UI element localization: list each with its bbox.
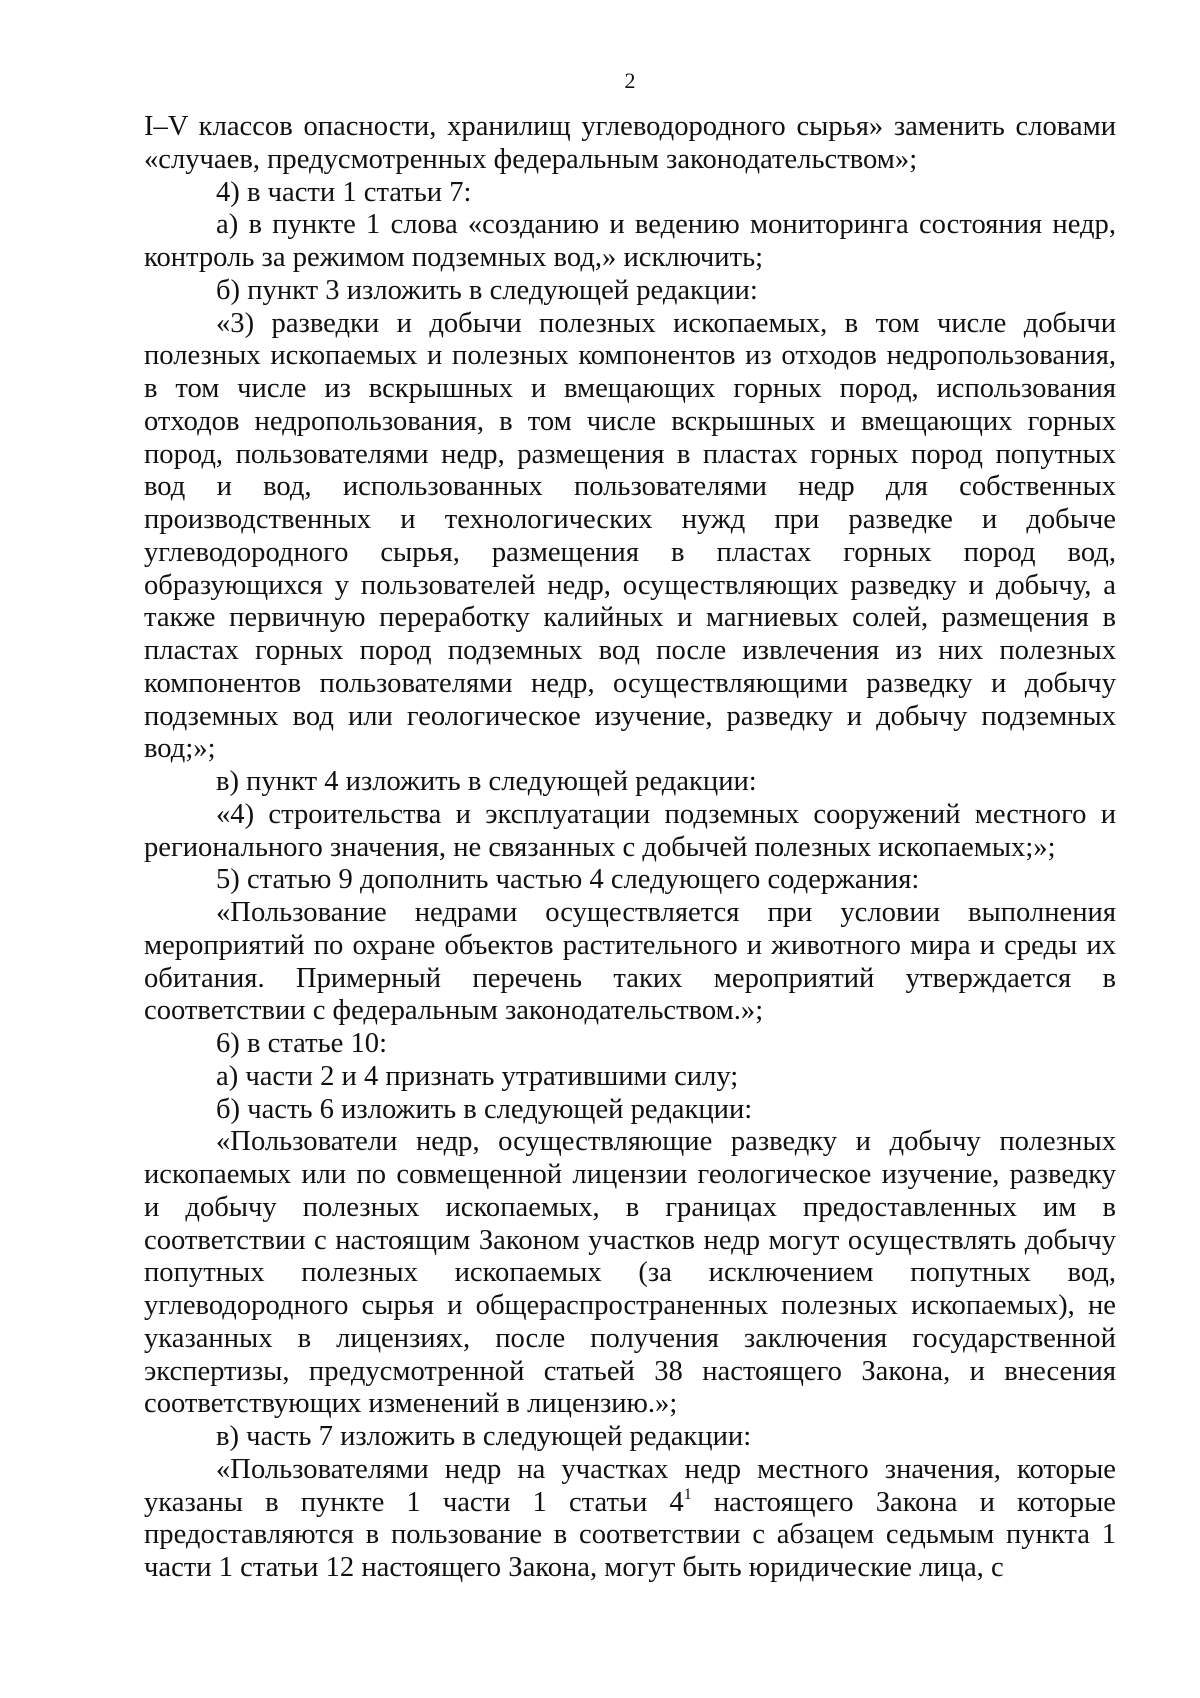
paragraph: в) часть 7 изложить в следующей редакции:	[216, 1421, 752, 1452]
paragraph-with-superscript	[144, 1454, 1116, 1585]
paragraph: а) части 2 и 4 признать утратившими силу;	[216, 1060, 739, 1092]
page-number: 2	[624, 68, 636, 93]
paragraph: I–V классов опасности, хранилищ углеводородного сырья» заменить словами «случаев, предусмотренных федеральным законодательством»;	[144, 111, 1116, 175]
paragraph: «Пользователи недр, осуществляющие разведку и добычу полезных ископаемых или по совмещенной лицензии геологическое изучение, разведку и добычу полезных ископаемых, в границах предоставленных им в соответствии с настоящим Законом участков недр могут осуществлять добычу попутных полезных ископаемых (за исключением попутных вод, углеводородного сырья и общераспространенных полезных ископаемых), не указанных в лицензиях, после получения заключения государственной экспертизы, предусмотренной статьей 38 настоящего Закона, и внесения соответствующих изменений в лицензию.»;	[144, 1126, 1116, 1420]
paragraph: б) часть 6 изложить в следующей редакции:	[216, 1093, 753, 1125]
paragraph-text-before-sup: «Пользователями недр на участках недр местного значения, которые указаны в пункте 1 части 1 статьи 4	[144, 1453, 1116, 1518]
paragraph: в) пункт 4 изложить в следующей редакции:	[216, 766, 757, 797]
paragraph-list	[144, 111, 1116, 1454]
paragraph: «Пользование недрами осуществляется при условии выполнения мероприятий по охране объектов растительного и животного мира и среды их обитания. Примерный перечень таких мероприятий утверждается в соответствии с федеральным законодательством.»;	[144, 897, 1116, 1027]
paragraph: 6) в статье 10:	[216, 1028, 388, 1059]
paragraph: б) пункт 3 изложить в следующей редакции:	[216, 274, 758, 306]
paragraph: 5) статью 9 дополнить частью 4 следующего содержания:	[216, 864, 920, 896]
paragraph: 4) в части 1 статьи 7:	[216, 176, 472, 208]
paragraph-text-after-sup: настоящего Закона и которые предоставляются в пользование в соответствии с абзацем седьмым пункта 1 части 1 статьи 12 настоящего Закона, могут быть юридические лица, с	[144, 1486, 1116, 1583]
paragraph: «4) строительства и эксплуатации подземных сооружений местного и регионального значения, не связанных с добычей полезных ископаемых;»;	[144, 798, 1116, 863]
paragraph: а) в пункте 1 слова «созданию и ведению мониторинга состояния недр, контроль за режимом подземных вод,» исключить;	[144, 209, 1116, 273]
superscript-mark: 1	[683, 1485, 692, 1503]
paragraph: «3) разведки и добычи полезных ископаемых, в том числе добычи полезных ископаемых и полезных компонентов из отходов недропользования, в том числе из вскрышных и вмещающих горных пород, использования отходов недропользования, в том числе вскрышных и вмещающих горных пород, пользователями недр, размещения в пластах горных пород попутных вод и вод, использованных пользователями недр для собственных производственных и технологических нужд при разведке и добыче углеводородного сырья, размещения в пластах горных пород вод, образующихся у пользователей недр, осуществляющих разведку и добычу, а также первичную переработку калийных и магниевых солей, размещения в пластах горных пород подземных вод после извлечения из них полезных компонентов пользователями недр, осуществляющими разведку и добычу подземных вод или геологическое изучение, разведку и добычу подземных вод;»;	[144, 307, 1116, 765]
document-body	[144, 111, 1116, 1585]
